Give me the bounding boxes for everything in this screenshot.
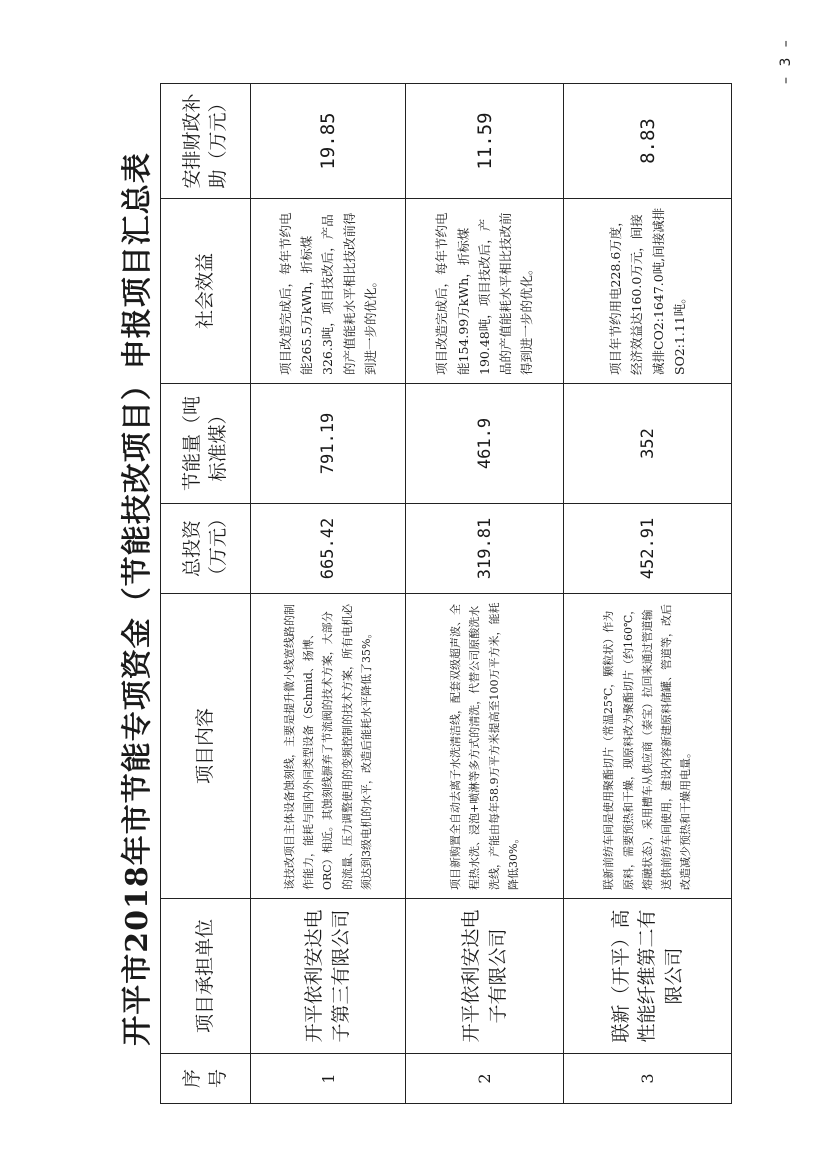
table-row <box>251 84 406 1104</box>
row-benefit: 项目改造完成后，每年节约电能265.5万kWh，折标煤326.3吨，项目技改后，产品的产值能耗水平相比技改前得到进一步的优化。 <box>251 199 406 384</box>
row-investment: 452.91 <box>564 504 732 594</box>
header-subsidy: 安排财政补助（万元） <box>161 84 251 199</box>
row-unit: 开平依利安达电子第三有限公司 <box>251 899 406 1054</box>
row-content: 项目新购置全自动去离子水洗清洁线，配套双级超声波、全程热水洗、浸泡+喷淋等多方式的清洗，代替公司原酸洗水洗线，产能由每年58.9万平方米提高至100万平方米，能耗降低30%。 <box>406 594 564 899</box>
row-benefit: 项目改造完成后，每年节约电能154.99万kWh，折标煤190.48吨，项目技改后，产品的产值能耗水平相比技改前得到进一步的优化。 <box>406 199 564 384</box>
row-subsidy: 11.59 <box>406 84 564 199</box>
header-saving: 节能量（吨标准煤） <box>161 384 251 504</box>
row-unit: 开平依利安达电子有限公司 <box>406 899 564 1054</box>
header-benefit: 社会效益 <box>161 199 251 384</box>
row-saving: 791.19 <box>251 384 406 504</box>
row-content: 联新前纺车间是使用聚酯切片（常温25℃，颗粒状）作为原料，需要预热和干燥，现原料改为聚酯切片（约160℃，熔融状态），采用槽车从供应商（泰宝）拉回来通过管道输送供前纺车间使用，建设内容新建原料储罐、管道等，改后改造减少预热和干燥用电量。 <box>564 594 732 899</box>
row-no: 3 <box>564 1054 732 1104</box>
row-saving: 461.9 <box>406 384 564 504</box>
row-subsidy: 19.85 <box>251 84 406 199</box>
header-no: 序号 <box>161 1054 251 1104</box>
row-benefit: 项目年节约用电228.6万度，经济效益达160.0万元，间接减排CO2:1647.0吨,间接减排SO2:1.11吨。 <box>564 199 732 384</box>
row-subsidy: 8.83 <box>564 84 732 199</box>
header-row <box>161 84 251 1104</box>
project-summary-table <box>160 83 732 1104</box>
row-no: 2 <box>406 1054 564 1104</box>
header-content: 项目内容 <box>161 594 251 899</box>
page-title: 开平市2018年市节能专项资金（节能技改项目）申报项目汇总表 <box>120 152 155 1046</box>
row-saving: 352 <box>564 384 732 504</box>
row-investment: 665.42 <box>251 504 406 594</box>
page-number: – 3 – <box>778 37 794 84</box>
header-unit: 项目承担单位 <box>161 899 251 1054</box>
row-content: 该技改项目主体设备蚀刻线，主要是提升微小线宽线路的制作能力，能耗与国内外同类型设备（Schmid、扬博、ORC）相近。其蚀刻线摒弃了节流阀的技术方案，大部分的流量、压力调整使用的变频控制的技术方案，所有电机必须达到3级电机的水平，改造后能耗水平降低了35%。 <box>251 594 406 899</box>
row-investment: 319.81 <box>406 504 564 594</box>
row-no: 1 <box>251 1054 406 1104</box>
table-row <box>564 84 732 1104</box>
table-row <box>406 84 564 1104</box>
row-unit: 联新（开平）高性能纤维第二有限公司 <box>564 899 732 1054</box>
header-investment: 总投资（万元） <box>161 504 251 594</box>
